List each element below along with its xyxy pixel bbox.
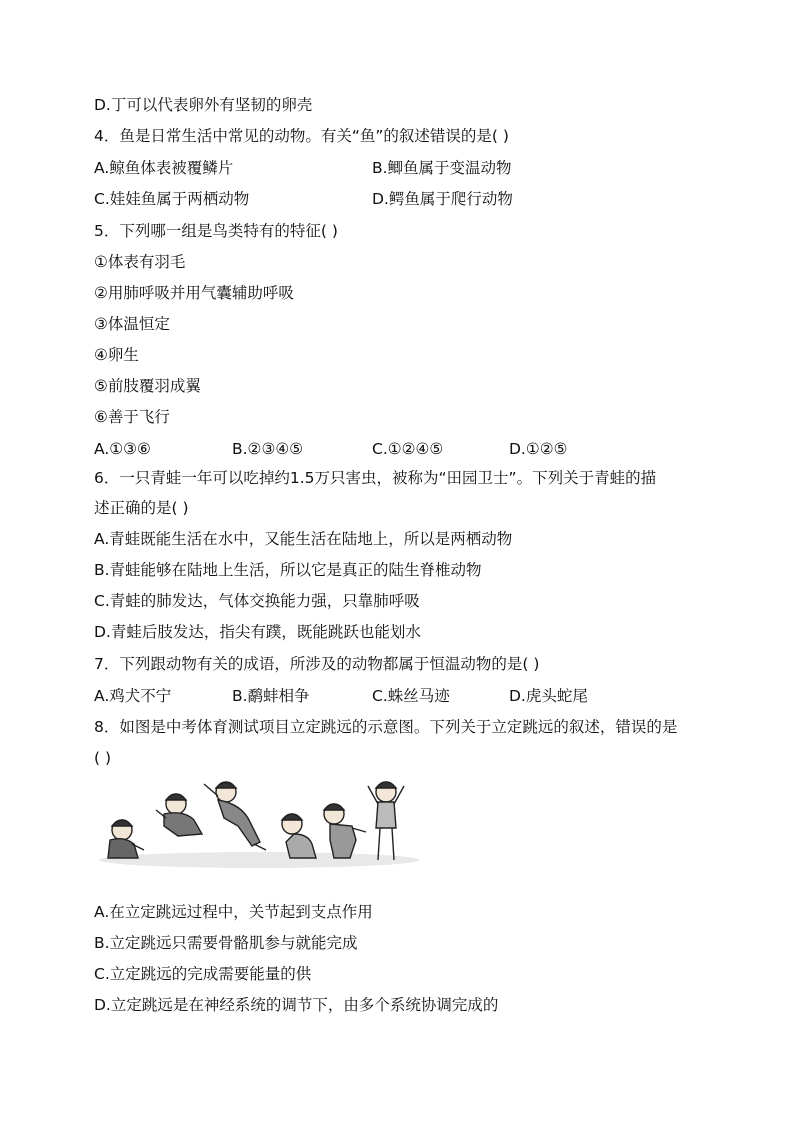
question-7-option-b: B.鹬蚌相争 (232, 687, 310, 705)
question-8-option-b: B.立定跳远只需要骨骼肌参与就能完成 (94, 934, 358, 952)
question-3-option-d: D.丁可以代表卵外有坚韧的卵壳 (94, 96, 313, 114)
question-5-item-2: ②用肺呼吸并用气囊辅助呼吸 (94, 284, 294, 302)
question-5-item-5: ⑤前肢覆羽成翼 (94, 377, 201, 395)
jumper-stand-figure (368, 782, 404, 860)
question-5-option-d: D.①②⑤ (509, 440, 568, 458)
jumper-landing-figure (282, 814, 316, 858)
question-7-stem: 7．下列跟动物有关的成语，所涉及的动物都属于恒温动物的是( ) (94, 655, 540, 673)
question-8-stem-line-1: 8．如图是中考体育测试项目立定跳远的示意图。下列关于立定跳远的叙述，错误的是 (94, 718, 678, 736)
question-8-stem-line-2: ( ) (94, 749, 112, 767)
question-5-item-3: ③体温恒定 (94, 315, 170, 333)
jumper-crouch-figure (108, 820, 144, 858)
question-6-option-c: C.青蛙的肺发达，气体交换能力强，只靠肺呼吸 (94, 592, 420, 610)
question-4-option-c: C.娃娃鱼属于两栖动物 (94, 190, 250, 208)
question-4-option-d: D.鳄鱼属于爬行动物 (372, 190, 513, 208)
question-8-option-c: C.立定跳远的完成需要能量的供 (94, 965, 312, 983)
question-4-option-b: B.鲫鱼属于变温动物 (372, 159, 512, 177)
question-4-option-a: A.鲸鱼体表被覆鳞片 (94, 159, 234, 177)
question-5-option-c: C.①②④⑤ (372, 440, 444, 458)
jumper-flight-figure (204, 782, 266, 850)
jumper-swing-figure (156, 794, 202, 836)
standing-long-jump-figure (94, 778, 424, 870)
question-5-item-4: ④卵生 (94, 346, 139, 364)
question-6-stem-line-1: 6．一只青蛙一年可以吃掉约1.5万只害虫，被称为“田园卫士”。下列关于青蛙的描 (94, 469, 657, 487)
question-6-option-b: B.青蛙能够在陆地上生活，所以它是真正的陆生脊椎动物 (94, 561, 482, 579)
question-7-option-a: A.鸡犬不宁 (94, 687, 172, 705)
question-6-stem-line-2: 述正确的是( ) (94, 499, 189, 517)
question-6-option-a: A.青蛙既能生活在水中，又能生活在陆地上，所以是两栖动物 (94, 530, 513, 548)
jumper-rise-figure (324, 804, 366, 858)
question-7-option-c: C.蛛丝马迹 (372, 687, 450, 705)
question-8-option-d: D.立定跳远是在神经系统的调节下，由多个系统协调完成的 (94, 996, 499, 1014)
question-5-stem: 5．下列哪一组是鸟类特有的特征( ) (94, 222, 338, 240)
question-5-option-a: A.①③⑥ (94, 440, 151, 458)
question-5-option-b: B.②③④⑤ (232, 440, 304, 458)
question-6-option-d: D.青蛙后肢发达，指尖有蹼，既能跳跃也能划水 (94, 623, 421, 641)
question-8-option-a: A.在立定跳远过程中，关节起到支点作用 (94, 903, 373, 921)
question-7-option-d: D.虎头蛇尾 (509, 687, 588, 705)
question-5-item-1: ①体表有羽毛 (94, 253, 186, 271)
question-4-stem: 4．鱼是日常生活中常见的动物。有关“鱼”的叙述错误的是( ) (94, 127, 509, 145)
question-5-item-6: ⑥善于飞行 (94, 408, 170, 426)
